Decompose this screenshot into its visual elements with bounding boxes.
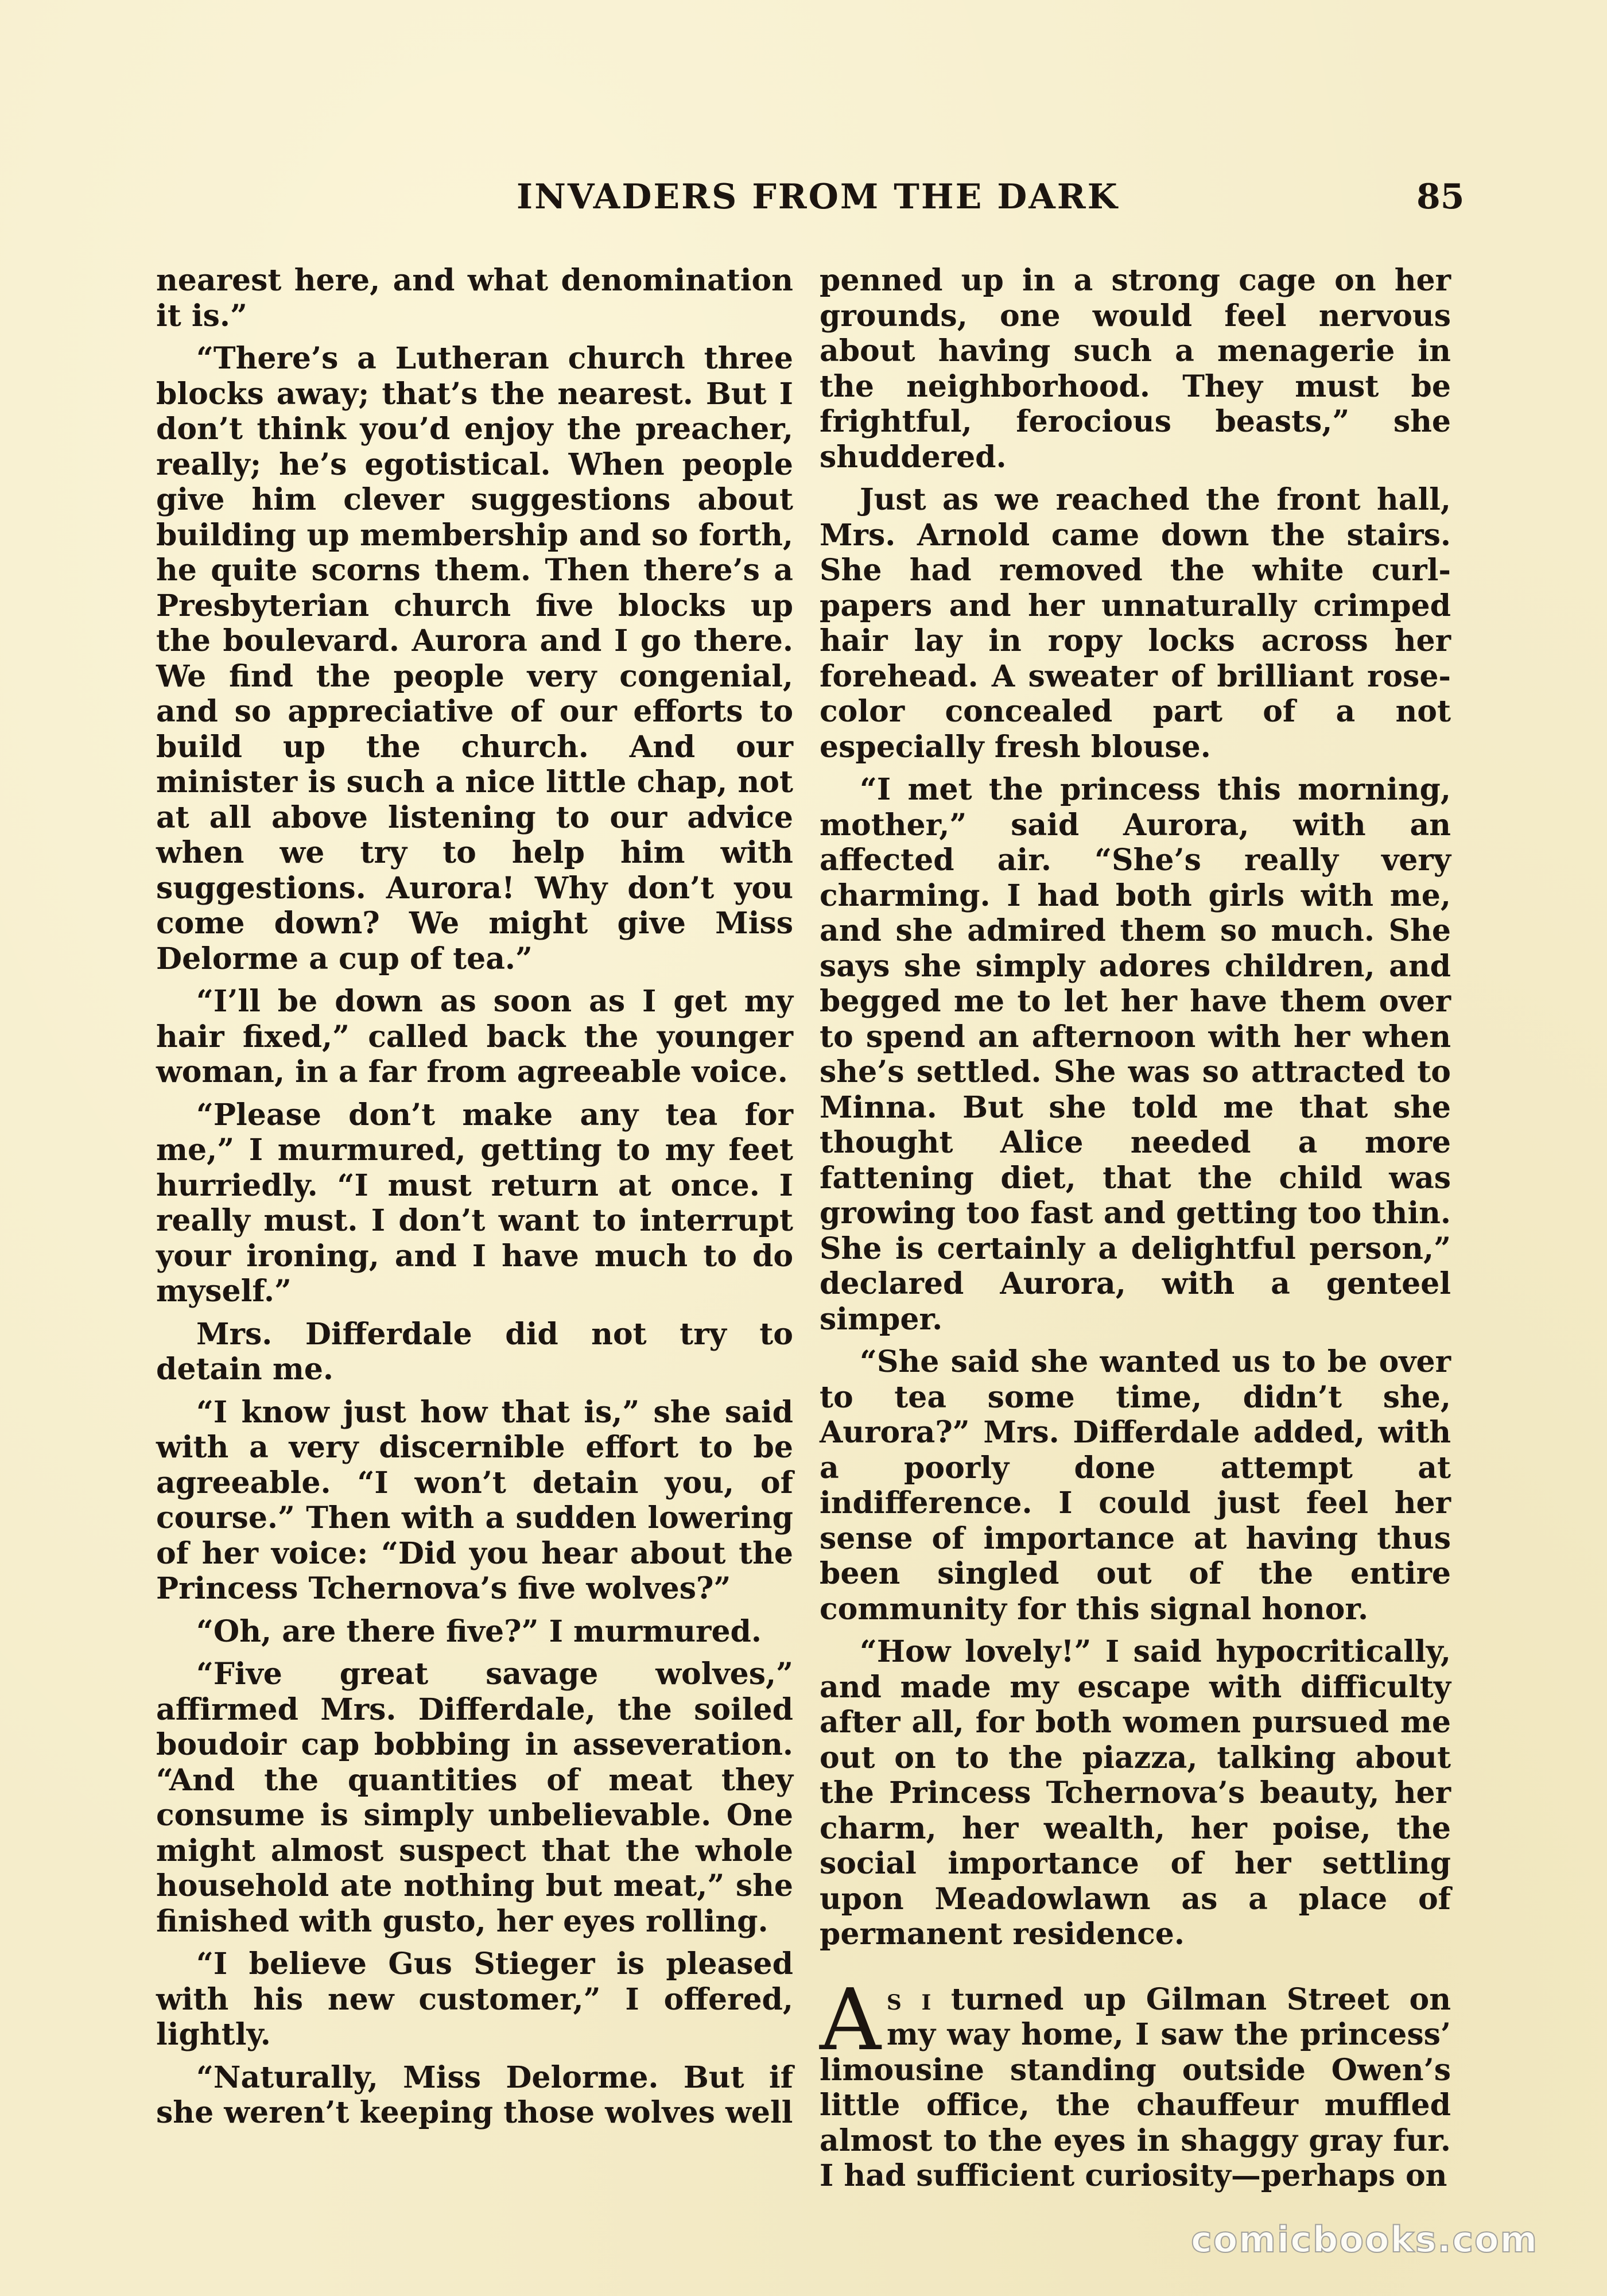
watermark: comicbooks.com bbox=[1191, 2219, 1539, 2260]
paragraph: Just as we reached the front hall, Mrs. Arnold came down the stairs. She had removed the white curl-papers and her unnaturally crimped hair lay in ropy locks across her forehead. A sweater of brilliant rose-color concealed part of a not especially fresh blouse. bbox=[820, 482, 1451, 765]
paragraph: nearest here, and what denomination it is.” bbox=[156, 263, 793, 333]
paragraph: “Naturally, Miss Delorme. But if she weren’t keeping those wolves well bbox=[156, 2060, 793, 2130]
paragraph: “Five great savage wolves,” affirmed Mrs. Differdale, the soiled boudoir cap bobbing in asseveration. “And the quantities of meat they consume is simply unbelievable. One might almost suspect that the whole household ate nothing but meat,” she finished with gusto, her eyes rolling. bbox=[156, 1657, 793, 1939]
paragraph: penned up in a strong cage on her grounds, one would feel nervous about having such a menagerie in the neighborhood. They must be frightful, ferocious beasts,” she shuddered. bbox=[820, 263, 1451, 475]
paragraph: “I’ll be down as soon as I get my hair fixed,” called back the younger woman, in a far from agreeable voice. bbox=[156, 984, 793, 1089]
drop-cap: A bbox=[820, 1970, 881, 2069]
paragraph: Mrs. Differdale did not try to detain me. bbox=[156, 1316, 793, 1387]
paragraph: “There’s a Lutheran church three blocks away; that’s the nearest. But I don’t think you’d enjoy the preacher, really; he’s egotistical. When people give him clever suggestions about building up membership and so forth, he quite scorns them. Then there’s a Presbyterian church five blocks up the boulevard. Aurora and I go there. We find the people very congenial, and so appreciative of our efforts to build up the church. And our minister is such a nice little chap, not at all above listening to our advice when we try to help him with suggestions. Aurora! Why don’t you come down? We might give Miss Delorme a cup of tea.” bbox=[156, 341, 793, 976]
lead-small-caps: s i bbox=[886, 1981, 931, 2017]
paragraph: “She said she wanted us to be over to tea some time, didn’t she, Aurora?” Mrs. Differdale added, with a poorly done attempt at indifference. I could just feel her sense of importance at having thus been singled out of the entire community for this signal honor. bbox=[820, 1344, 1451, 1627]
section-text: turned up Gilman Street on my way home, I saw the princess’ limousine standing outside Owen’s little office, the chauffeur muffled almost to the eyes in shaggy gray fur. I had sufficient curiosity—perhaps on bbox=[820, 1981, 1451, 2193]
left-column bbox=[156, 263, 793, 2138]
paragraph: “I believe Gus Stieger is pleased with his new customer,” I offered, lightly. bbox=[156, 1946, 793, 2052]
paragraph: “How lovely!” I said hypocritically, and made my escape with difficulty after all, for both women pursued me out on to the piazza, talking about the Princess Tchernova’s beauty, her charm, her wealth, her poise, the social importance of her settling upon Meadowlawn as a place of permanent residence. bbox=[820, 1634, 1451, 1952]
paragraph: “I know just how that is,” she said with a very discernible effort to be agreeable. “I won’t detain you, of course.” Then with a sudden lowering of her voice: “Did you hear about the Princess Tchernova’s five wolves?” bbox=[156, 1394, 793, 1606]
paragraph: “Oh, are there five?” I murmured. bbox=[196, 1614, 762, 1649]
paragraph: “Please don’t make any tea for me,” I murmured, getting to my feet hurriedly. “I must return at once. I really must. I don’t want to interrupt your ironing, and I have much to do myself.” bbox=[156, 1097, 793, 1309]
right-column bbox=[820, 263, 1451, 2201]
running-title: INVADERS FROM THE DARK bbox=[517, 177, 1119, 217]
section-start-paragraph bbox=[820, 1970, 1451, 2194]
paragraph: “I met the princess this morning, mother,” said Aurora, with an affected air. “She’s really very charming. I had both girls with me, and she admired them so much. She says she simply adores children, and begged me to let her have them over to spend an afternoon with her when she’s settled. She was so attracted to Minna. But she told me that she thought Alice needed a more fattening diet, that the child was growing too fast and getting too thin. She is certainly a delightful person,” declared Aurora, with a genteel simper. bbox=[820, 772, 1451, 1337]
page-number: 85 bbox=[1416, 177, 1465, 217]
